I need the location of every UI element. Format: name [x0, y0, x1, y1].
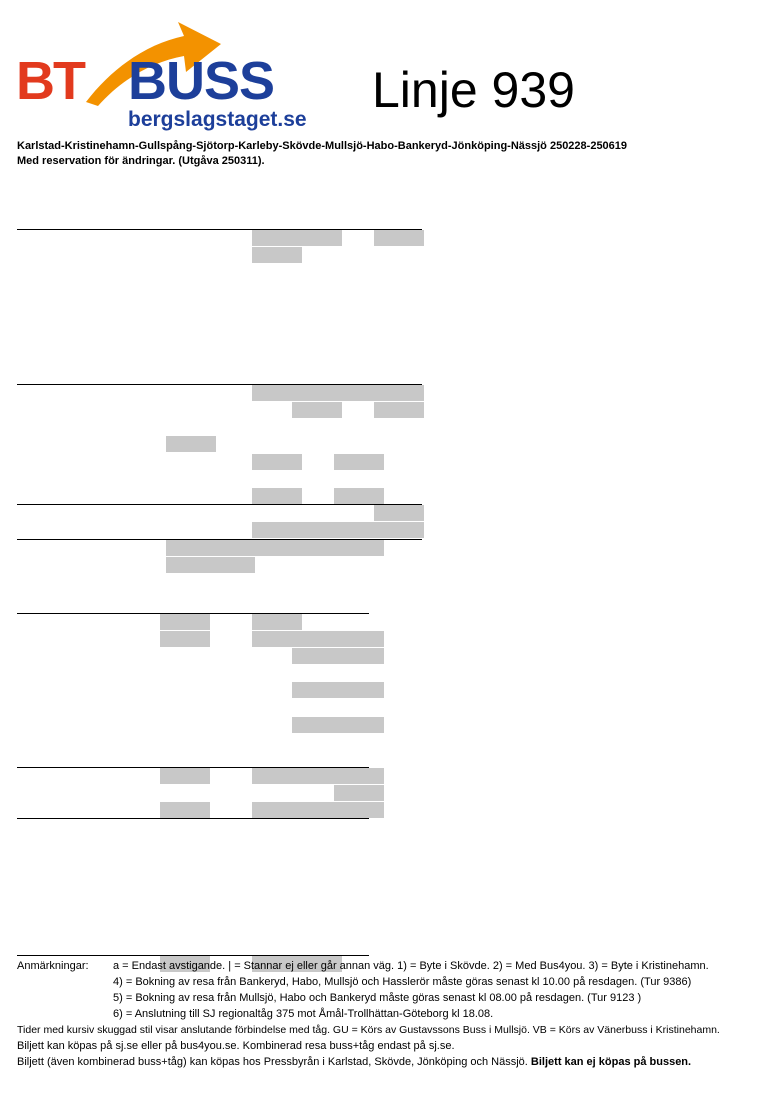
note-text: Biljett (även kombinerad buss+tåg) kan köpas hos Pressbyrån i Karlstad, Skövde, Jönköping och Nässjö. [17, 1056, 531, 1068]
time-cell [160, 614, 210, 630]
note-line: Biljett kan köpas på sj.se eller på bus4you.se. Kombinerad resa buss+tåg endast på sj.se. [17, 1040, 455, 1052]
time-cell [160, 717, 210, 733]
time-cell [334, 785, 384, 801]
time-cell [334, 905, 384, 921]
time-cell [334, 939, 384, 955]
operator-code [334, 566, 384, 582]
day-code [334, 598, 384, 614]
operator-code [205, 566, 255, 582]
time-cell [160, 802, 210, 818]
time-cell [334, 768, 384, 784]
time-cell [252, 700, 302, 716]
time-cell [252, 665, 302, 681]
station-name [17, 836, 21, 852]
time-cell [205, 939, 255, 955]
time-cell [160, 871, 210, 887]
station-name [17, 665, 21, 681]
time-cell [334, 631, 384, 647]
note-line: 5) = Bokning av resa från Mullsjö, Habo och Bankeryd måste göras senast kl 08.00 på resdagen. (Tur 9123 ) [113, 992, 642, 1004]
time-cell [160, 700, 210, 716]
time-cell [160, 888, 210, 904]
tur-number [330, 582, 388, 598]
time-cell [334, 717, 384, 733]
notes-label: Anmärkningar: [17, 960, 89, 972]
station-name [17, 682, 21, 698]
time-cell [160, 836, 210, 852]
time-cell [252, 751, 302, 767]
time-cell [334, 888, 384, 904]
time-cell [160, 853, 210, 869]
time-cell [160, 768, 210, 784]
note-line: Tider med kursiv skuggad stil visar anslutande förbindelse med tåg. GU = Körs av Gustavssons Buss i Mullsjö. VB = Körs av Vänerbuss i Kristinehamn. [17, 1024, 720, 1036]
page-title: Linje 939 [372, 62, 575, 118]
time-cell [334, 648, 384, 664]
time-cell [160, 631, 210, 647]
time-cell [334, 802, 384, 818]
route-description: Karlstad-Kristinehamn-Gullspång-Sjötorp-Karleby-Skövde-Mullsjö-Habo-Bankeryd-Jönköping-Nässjö 250228-250619 [17, 140, 628, 152]
note-line: a = Endast avstigande. | = Stannar ej eller går annan väg. 1) = Byte i Skövde. 2) = Med Bus4you. 3) = Byte i Kristinehamn. [113, 960, 709, 972]
time-cell [334, 836, 384, 852]
time-cell [252, 614, 302, 630]
time-cell [160, 682, 210, 698]
station-name [17, 871, 21, 887]
reservation-note: Med reservation för ändringar. (Utgåva 250311). [17, 155, 265, 167]
time-cell [160, 665, 210, 681]
time-cell [160, 751, 210, 767]
time-cell [334, 682, 384, 698]
time-cell [160, 819, 210, 835]
logo-bt: BT [16, 51, 84, 111]
time-cell [334, 819, 384, 835]
day-code [160, 598, 210, 614]
station-name [17, 819, 21, 835]
time-cell [334, 853, 384, 869]
station-name [17, 751, 21, 767]
time-cell [252, 734, 302, 750]
note-bold: Biljett kan ej köpas på bussen. [530, 1056, 692, 1068]
time-cell [160, 939, 210, 955]
logo-buss: BUSS [128, 51, 275, 111]
time-cell [160, 648, 210, 664]
time-cell [334, 922, 384, 938]
time-cell [334, 871, 384, 887]
logo-site: bergslagstaget.se [128, 108, 307, 131]
note-line: 6) = Anslutning till SJ regionaltåg 375 mot Åmål-Trollhättan-Göteborg kl 18.08. [113, 1008, 494, 1020]
time-cell [160, 905, 210, 921]
note-line: 4) = Bokning av resa från Bankeryd, Habo, Mullsjö och Hasslerör måste göras senast kl 10.00 på resdagen. (Tur 9386) [113, 976, 692, 988]
time-cell [160, 922, 210, 938]
time-cell [160, 734, 210, 750]
day-code [205, 598, 255, 614]
operator-code [160, 566, 210, 582]
time-cell [205, 922, 255, 938]
note-line [17, 1056, 691, 1068]
